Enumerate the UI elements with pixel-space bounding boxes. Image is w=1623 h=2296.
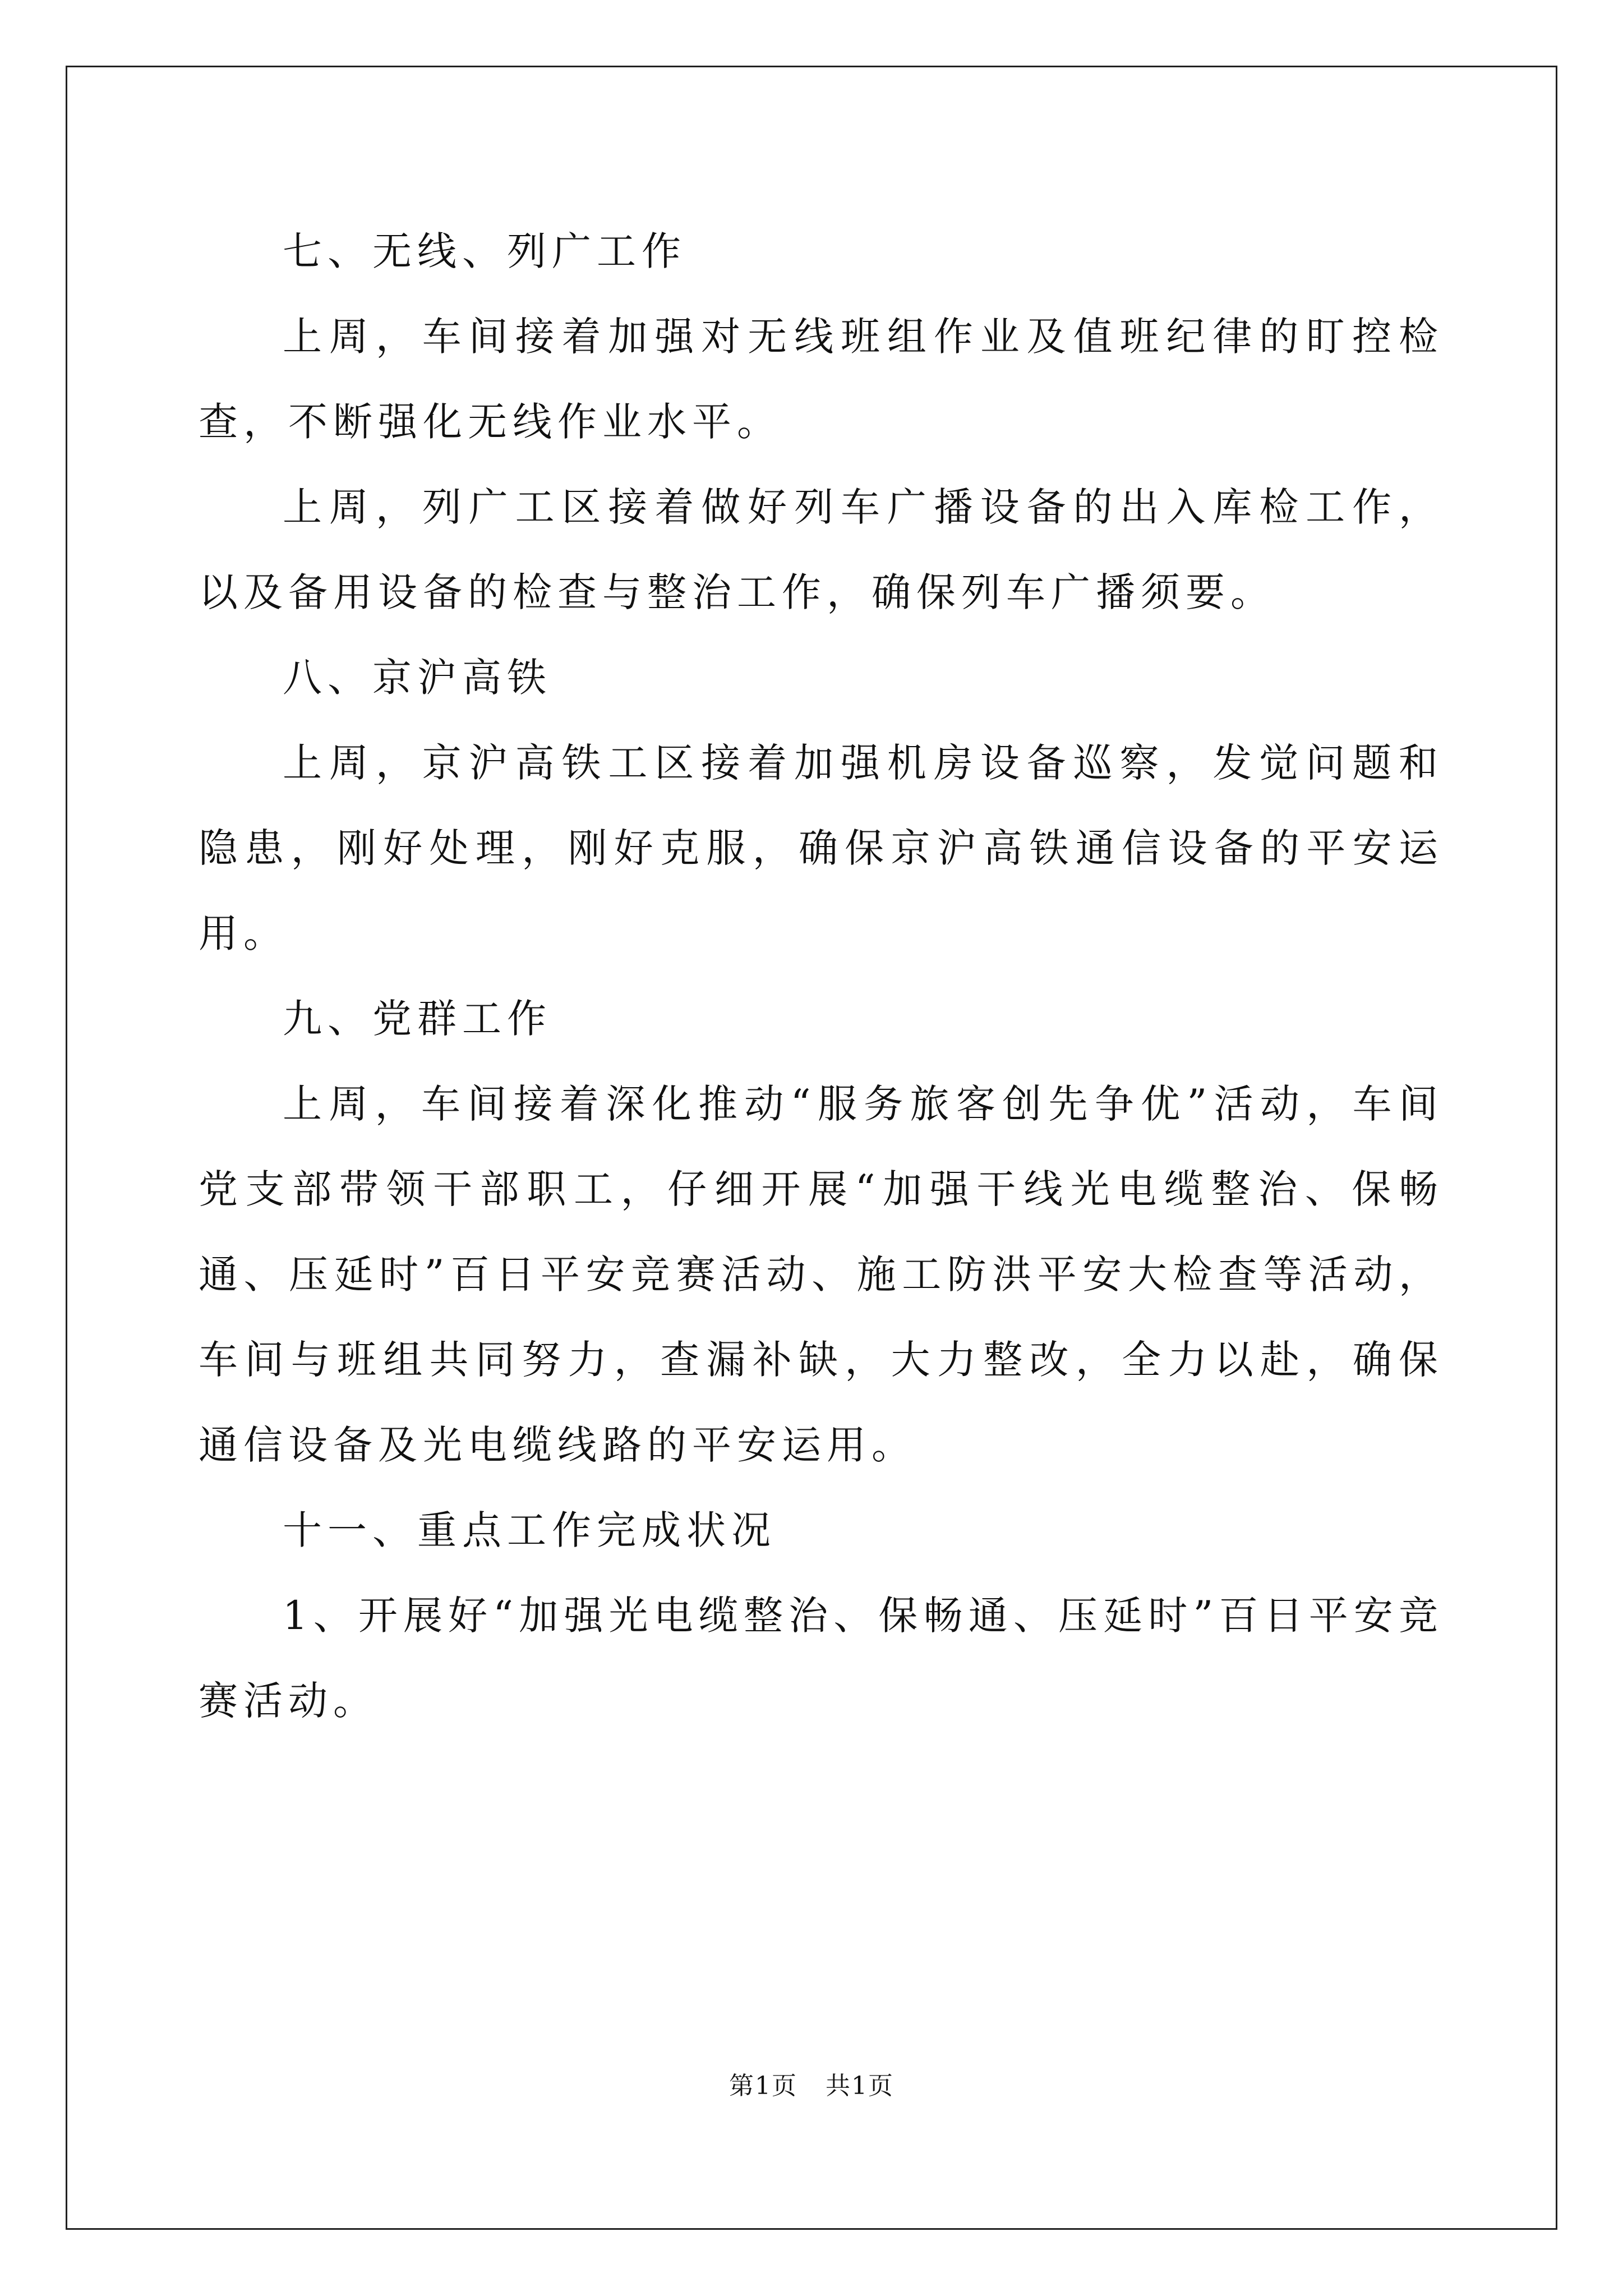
section-heading-wireless: 七、无线、列广工作 xyxy=(283,228,686,274)
page-footer xyxy=(0,2065,1623,2101)
paragraph-key-work-1: 1、开展好“加强光电缆整治、保畅通、压延时”百日平安竞赛活动。 xyxy=(199,1593,1444,1724)
paragraph-highspeed: 上周，京沪高铁工区接着加强机房设备巡察，发觉问题和隐患，刚好处理，刚好克服，确保京沪高铁通信设备的平安运用。 xyxy=(199,740,1444,956)
document-body xyxy=(199,209,1444,1743)
section-heading-highspeed: 八、京沪高铁 xyxy=(283,655,552,701)
paragraph-wireless-1: 上周，车间接着加强对无线班组作业及值班纪律的盯控检查，不断强化无线作业水平。 xyxy=(199,314,1444,445)
paragraph-wireless-2: 上周，列广工区接着做好列车广播设备的出入库检工作，以及备用设备的检查与整治工作，确保列车广播须要。 xyxy=(199,484,1444,615)
section-heading-party: 九、党群工作 xyxy=(283,996,552,1042)
section-heading-key-work: 十一、重点工作完成状况 xyxy=(283,1507,776,1553)
page-number-current: 第1页 xyxy=(729,2072,797,2100)
page-number-total: 共1页 xyxy=(826,2072,894,2100)
paragraph-party: 上周，车间接着深化推动“服务旅客创先争优”活动，车间党支部带领干部职工，仔细开展“加强干线光电缆整治、保畅通、压延时”百日平安竞赛活动、施工防洪平安大检查等活动，车间与班组共同努力，查漏补缺，大力整改，全力以赴，确保通信设备及光电缆线路的平安运用。 xyxy=(199,1081,1444,1468)
